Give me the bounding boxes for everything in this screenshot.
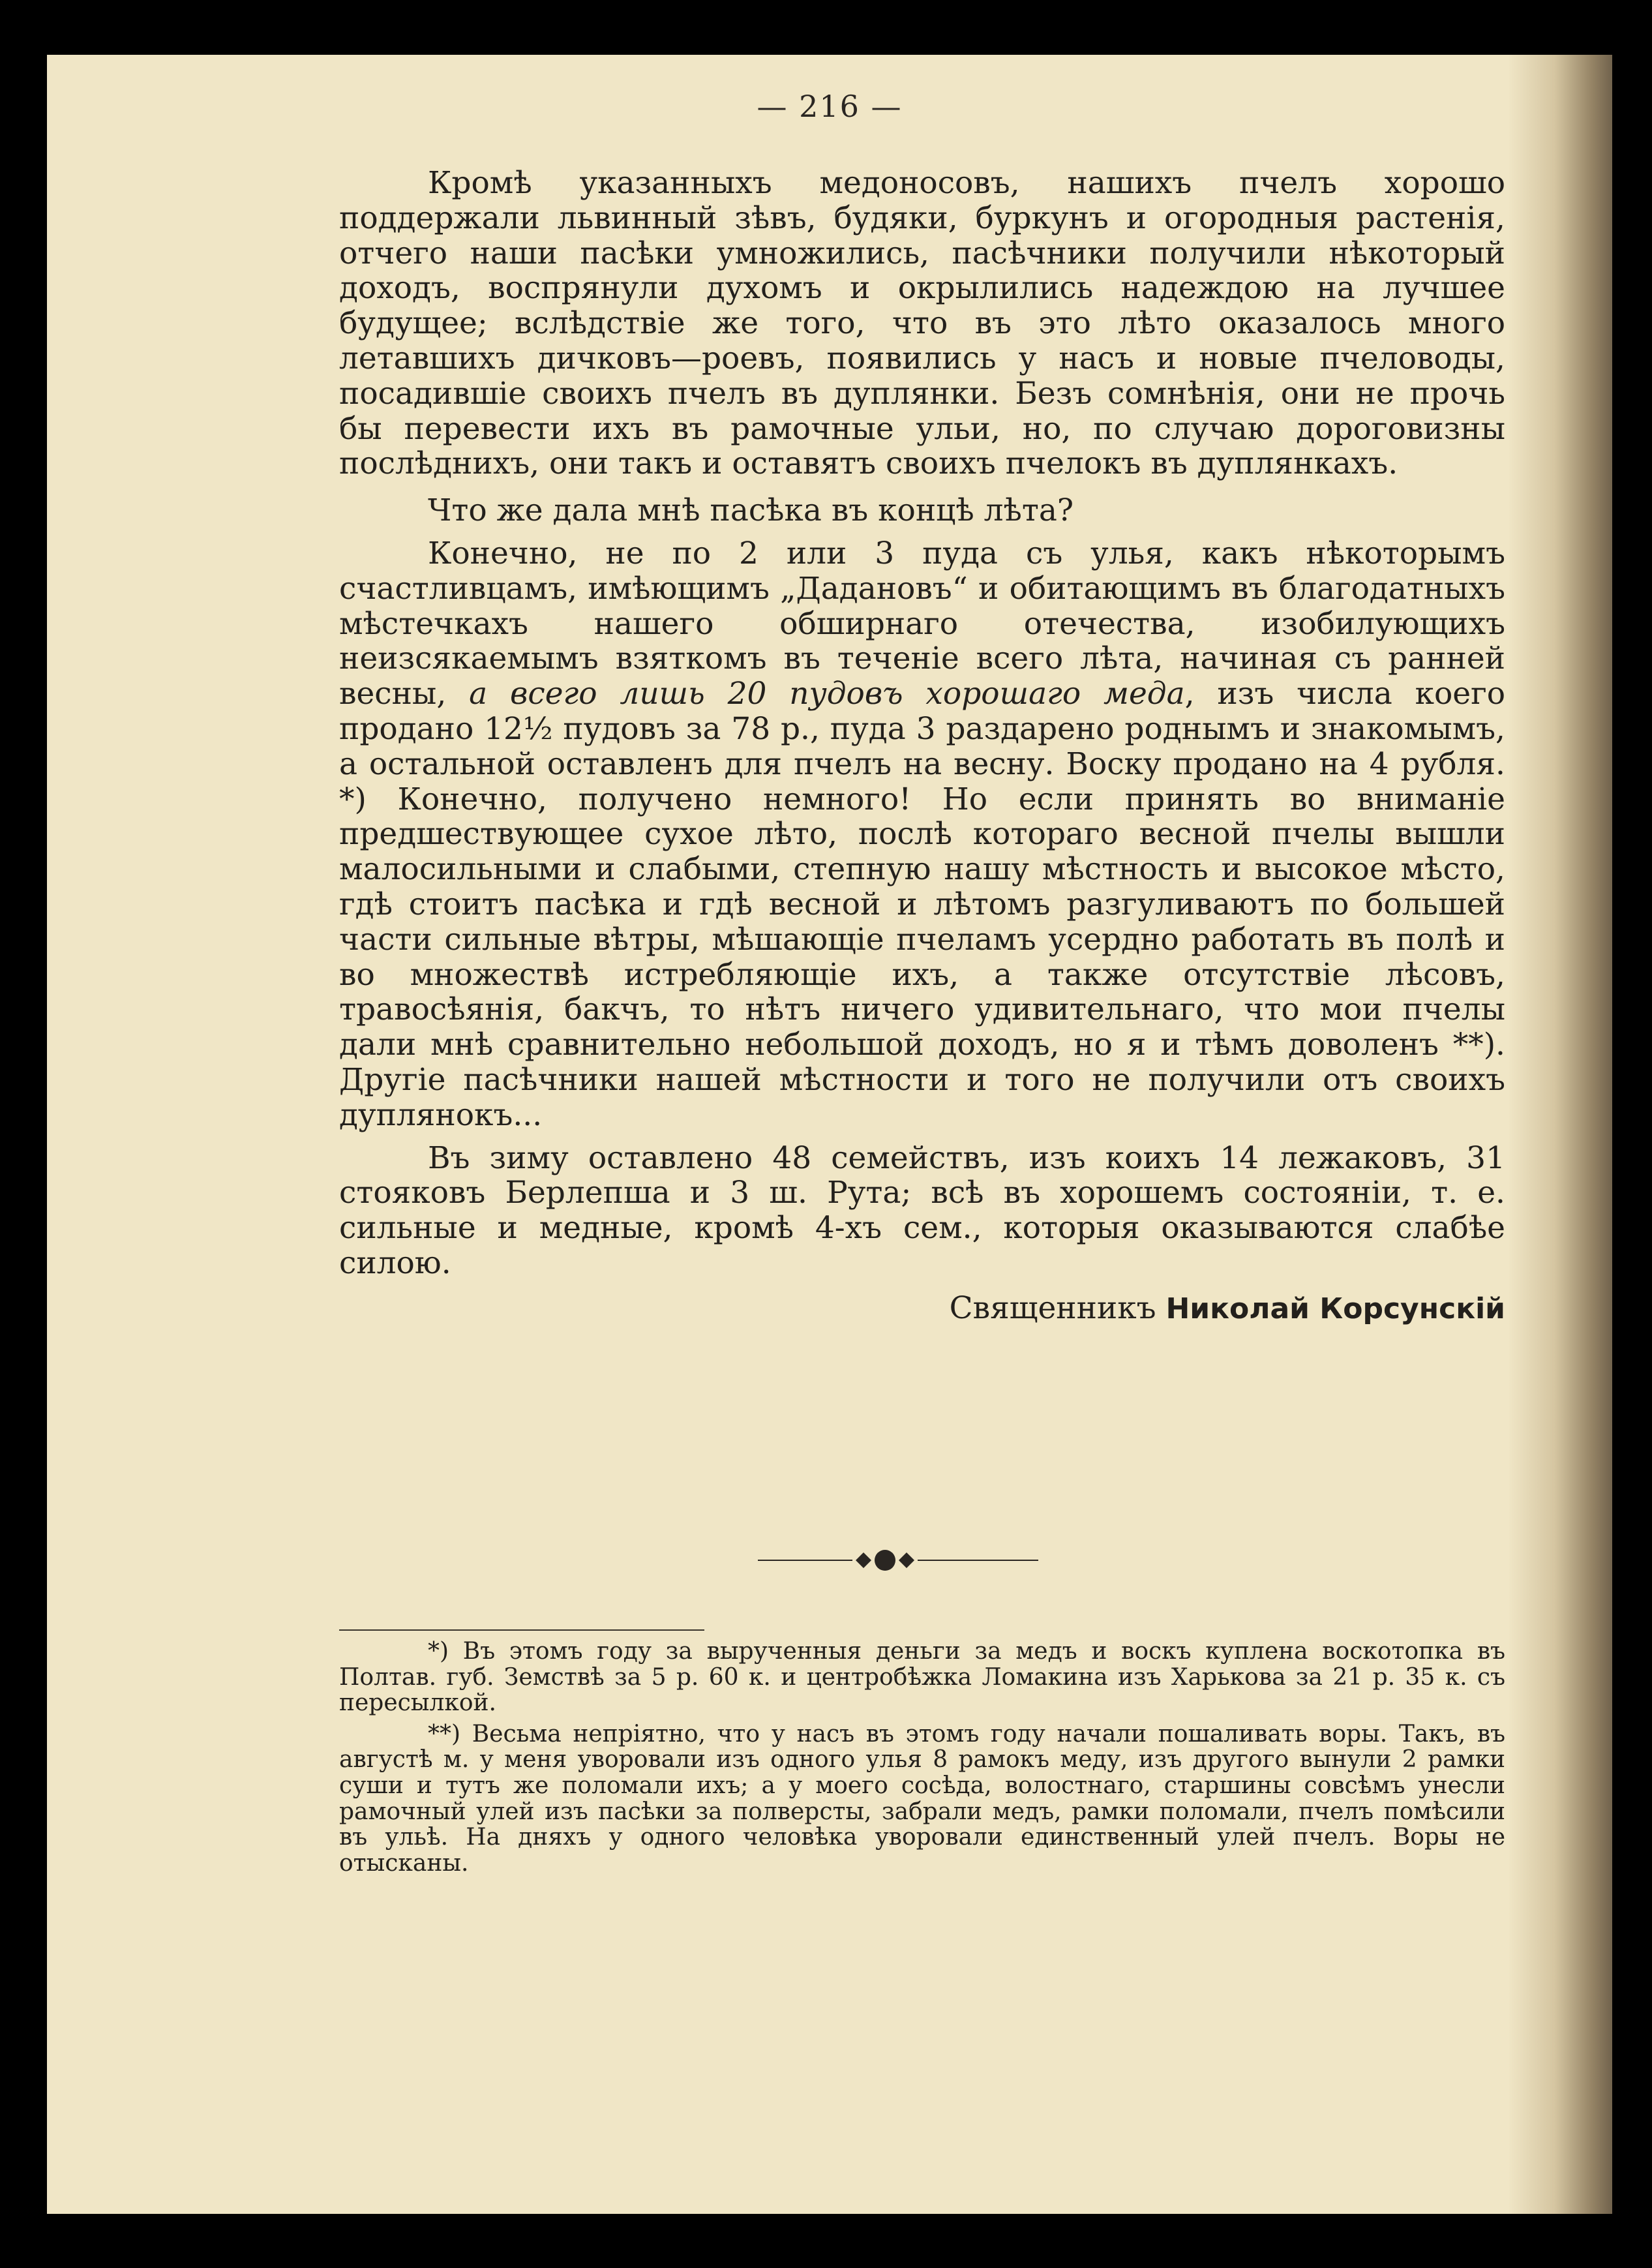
paragraph-4: Въ зиму оставлено 48 семействъ, изъ коихъ 14 лежаковъ, 31 стояковъ Берлепша и 3 ш. Рута; всѣ въ хорошемъ состояніи, т. е. сильные и медные, кромѣ 4-хъ сем., которыя оказываются слабѣе силою. [339,1140,1505,1281]
book-page [47,55,1612,2214]
page-spine-shadow [1508,55,1612,2214]
paragraph-3-start: Конечно, не по 2 или 3 пуда съ улья, какъ нѣкоторымъ счастливцамъ, имѣющимъ „Дадановъ“ и обитающимъ въ благодатныхъ мѣстечкахъ нашего обширнаго отечества, изобилующихъ неизсякаемымъ взяткомъ въ теченіе всего лѣта, начиная съ ранней весны, [339,535,1505,712]
paragraph-3-emphasis: а всего лишь 20 пудовъ хорошаго меда [469,676,1185,712]
paragraph-2: Что же дала мнѣ пасѣка въ концѣ лѣта? [428,492,1074,529]
paragraph-3-end: , изъ числа коего продано 12½ пудовъ за 78 р., пуда 3 раздарено роднымъ и знакомымъ, а остальной оставленъ для пчелъ на весну. Воску продано на 4 рубля. *) Конечно, получено немного! Но если принять во вниманіе предшествующее сухое лѣто, послѣ котораго весной пчелы вышли малосильными и слабыми, степную нашу мѣстность и высокое мѣсто, гдѣ стоитъ пасѣка и гдѣ весной и лѣтомъ разгуливаютъ по большей части сильные вѣтры, мѣшающіе пчеламъ усердно работать въ полѣ и во множествѣ истребляющіе ихъ, а также отсутствіе лѣсовъ, травосѣянія, бакчъ, то нѣтъ ничего удивительнаго, что мои пчелы дали мнѣ сравнительно небольшой доходъ, но я и тѣмъ доволенъ **). Другіе пасѣчники нашей мѣстности и того не получили отъ своихъ дуплянокъ... [339,676,1506,1133]
footnote-1: *) Въ этомъ году за вырученныя деньги за медъ и воскъ куплена воскотопка въ Полтав. губ. Земствѣ за 5 р. 60 к. и центробѣжка Ломакина изъ Харькова за 21 р. 35 к. съ пересылкой. [339,1638,1505,1717]
footnote-2: **) Весьма непріятно, что у насъ въ этомъ году начали пошаливать воры. Такъ, въ августѣ м. у меня уворовали изъ одного улья 8 рамокъ меду, изъ другого вынули 2 рамки суши и тутъ же поломали ихъ; а у моего сосѣда, волостнаго, старшины совсѣмъ унесли рамочный улей изъ пасѣки за полверсты, забрали медъ, рамки поломали, пчелъ помѣсили въ ульѣ. На дняхъ у одного человѣка уворовали единственный улей пчелъ. Воры не отысканы. [339,1720,1505,1877]
divider-ornament [758,1547,1038,1573]
paragraph-3 [339,536,1505,1133]
signature-name: Николай Корсунскій [1165,1292,1505,1325]
signature [339,1289,1505,1329]
signature-title: Священникъ [949,1290,1156,1326]
main-text [339,166,1505,1329]
footnote-divider [339,1629,704,1631]
page-number: — 216 — [757,89,903,124]
paragraph-1: Кромѣ указанныхъ медоносовъ, нашихъ пчелъ хорошо поддержали львинный зѣвъ, будяки, буркунъ и огородныя растенія, отчего наши пасѣки умножились, пасѣчники получили нѣкоторый доходъ, воспрянули духомъ и окрылились надеждою на лучшее будущее; вслѣдствіе же того, что въ это лѣто оказалось много летавшихъ дичковъ—роевъ, появились у насъ и новые пчеловоды, посадившіе своихъ пчелъ въ дуплянки. Безъ сомнѣнія, они не прочь бы перевести ихъ въ рамочные ульи, но, по случаю дороговизны послѣднихъ, они такъ и оставятъ своихъ пчелокъ въ дуплянкахъ. [339,165,1505,482]
footnotes [339,1639,1505,1881]
